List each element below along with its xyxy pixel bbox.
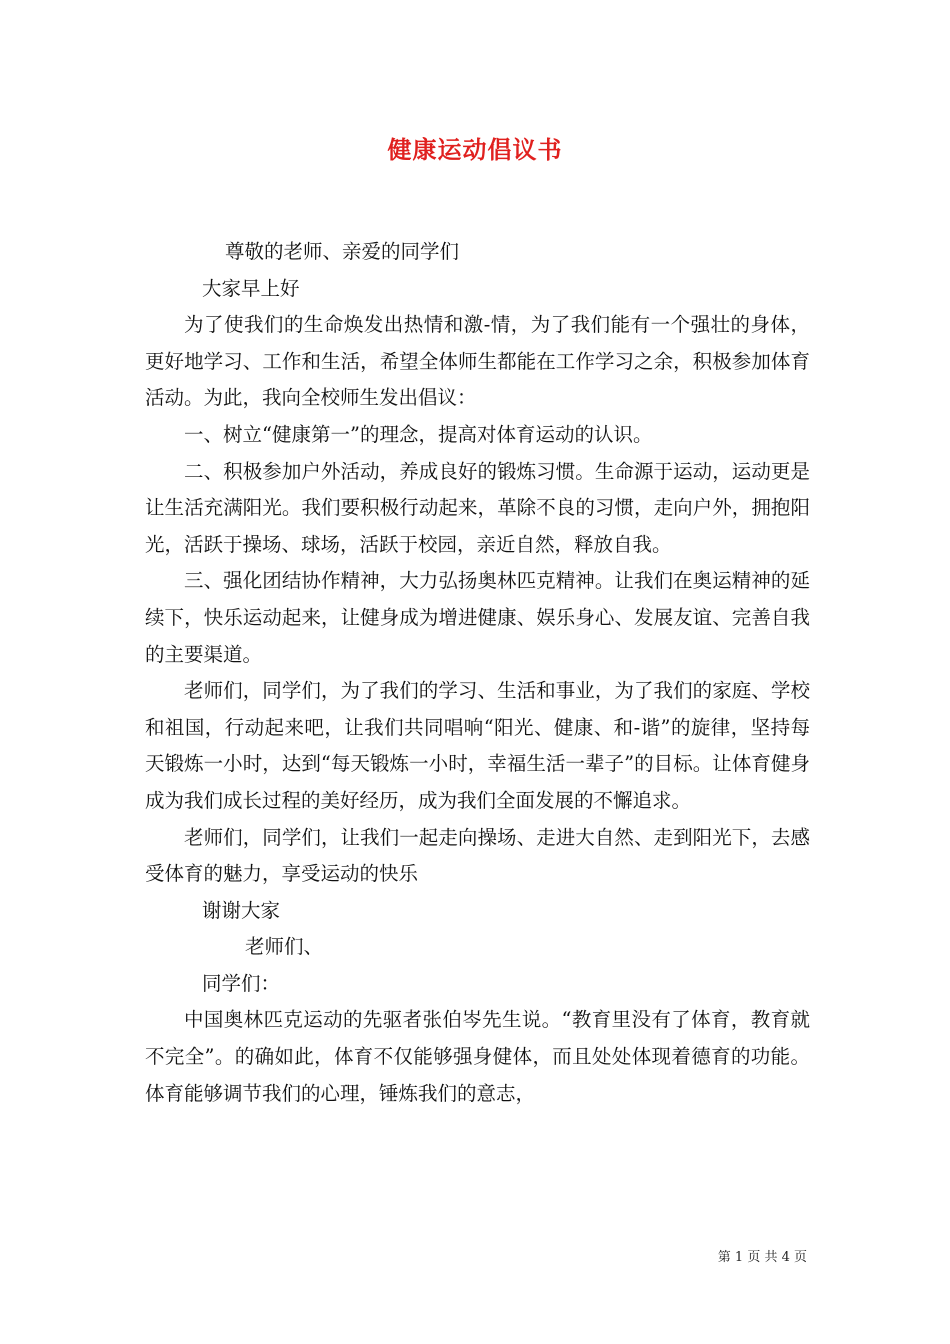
- paragraph-closing: 老师们，同学们，让我们一起走向操场、走进大自然、走到阳光下，去感受体育的魅力，享受运动的快乐: [145, 825, 810, 886]
- document-title: 健康运动倡议书: [387, 135, 563, 164]
- paragraph-intro: 为了使我们的生命焕发出热情和激-情，为了我们能有一个强壮的身体，更好地学习、工作和生活，希望全体师生都能在工作学习之余，积极参加体育活动。为此，我向全校师生发出倡议：: [145, 313, 810, 410]
- salutation: 尊敬的老师、亲爱的同学们: [225, 240, 460, 263]
- paragraph-quote: 中国奥林匹克运动的先驱者张伯岑先生说。“教育里没有了体育，教育就不完全”。的确如此，体育不仅能够强身健体，而且处处体现着德育的功能。体育能够调节我们的心理，锤炼我们的意志，: [145, 1008, 810, 1105]
- document-body: [145, 234, 810, 1112]
- paragraph-point-2: 二、积极参加户外活动，养成良好的锻炼习惯。生命源于运动，运动更是让生活充满阳光。我们要积极行动起来，革除不良的习惯，走向户外，拥抱阳光，活跃于操场、球场，活跃于校园，亲近自然，释放自我。: [145, 459, 810, 556]
- greeting: 大家早上好: [202, 276, 300, 300]
- paragraph-point-1: 一、树立“健康第一”的理念，提高对体育运动的认识。: [184, 422, 653, 446]
- thanks-line: 谢谢大家: [202, 898, 281, 922]
- paragraph-point-3: 三、强化团结协作精神，大力弘扬奥林匹克精神。让我们在奥运精神的延续下，快乐运动起来，让健身成为增进健康、娱乐身心、发展友谊、完善自我的主要渠道。: [145, 569, 810, 666]
- salutation-2-line-2: 同学们：: [202, 971, 281, 995]
- page-number: 第 1 页 共 4 页: [717, 1250, 807, 1265]
- salutation-2-line-1: 老师们、: [245, 935, 324, 959]
- paragraph-call-to-action: 老师们，同学们，为了我们的学习、生活和事业，为了我们的家庭、学校和祖国，行动起来吧，让我们共同唱响“阳光、健康、和-谐”的旋律，坚持每天锻炼一小时，达到“每天锻炼一小时，幸福生活一辈子”的目标。让体育健身成为我们成长过程的美好经历，成为我们全面发展的不懈追求。: [145, 679, 810, 812]
